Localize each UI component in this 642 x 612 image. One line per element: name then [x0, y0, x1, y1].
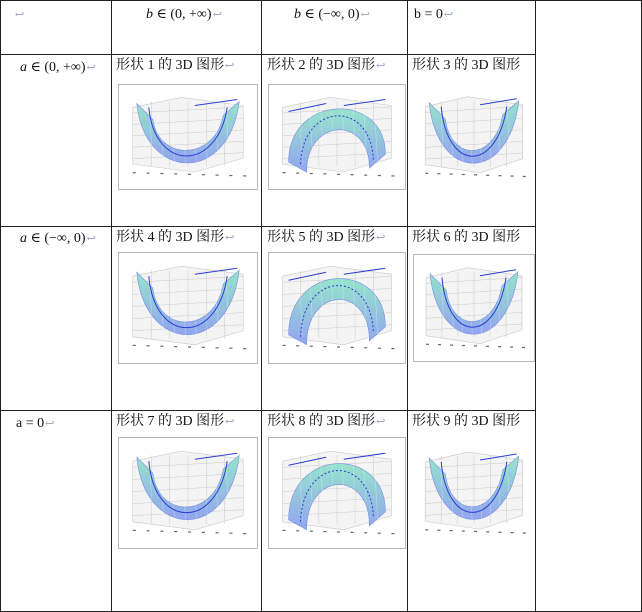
axis-tick	[337, 531, 340, 532]
axis-tick	[486, 531, 489, 532]
axis-tick	[310, 173, 313, 174]
table-border-col2	[261, 0, 262, 612]
paragraph-mark: ↩	[360, 9, 370, 21]
caption-text: 形状 2 的 3D 图形	[267, 58, 376, 73]
surface-plot-svg	[119, 85, 257, 189]
axis-tick	[133, 172, 136, 173]
axis-tick	[474, 174, 477, 175]
axis-tick	[174, 173, 177, 174]
axis-tick	[425, 529, 428, 530]
paragraph-mark: ↩	[376, 60, 386, 72]
table-border-top	[0, 0, 642, 1]
axis-tick	[174, 346, 177, 347]
shape-plot-8	[268, 437, 406, 549]
axis-tick	[147, 173, 150, 174]
axis-tick	[296, 345, 299, 346]
axis-tick	[450, 344, 453, 345]
axis-tick	[462, 345, 465, 346]
axis-tick	[426, 344, 429, 345]
axis-tick	[337, 174, 340, 175]
shape-plot-3	[413, 84, 535, 190]
paragraph-mark: ↩	[225, 60, 235, 72]
shape-caption-3	[412, 57, 534, 75]
axis-tick	[216, 532, 219, 533]
shape-caption-4	[116, 229, 234, 247]
paragraph-mark: ↩	[443, 9, 454, 21]
axis-tick	[133, 530, 136, 531]
axis-tick	[188, 531, 191, 532]
shape-caption-5	[267, 229, 385, 247]
table-border-col1	[111, 0, 112, 612]
axis-tick	[391, 533, 394, 534]
shape-plot-5	[268, 252, 406, 364]
paragraph-mark: ↩	[225, 232, 235, 244]
paragraph-mark: ↩	[15, 9, 25, 21]
paragraph-mark: ↩	[212, 9, 222, 21]
paragraph-mark: ↩	[86, 233, 96, 245]
shape-caption-1	[116, 57, 234, 75]
shape-plot-2	[268, 84, 406, 190]
shape-plot-7	[118, 437, 258, 549]
axis-tick	[425, 173, 428, 174]
axis-tick	[243, 348, 246, 349]
axis-tick	[523, 532, 526, 533]
axis-tick	[296, 530, 299, 531]
header-col-b-zero	[414, 6, 453, 24]
shape-plot-9	[413, 439, 535, 547]
paragraph-mark: ↩	[376, 416, 386, 428]
table-border-col3	[407, 0, 408, 612]
axis-tick	[364, 347, 367, 348]
axis-tick	[202, 532, 205, 533]
axis-tick	[296, 173, 299, 174]
header-col1-range: ∈ (0, +∞)	[153, 7, 212, 22]
axis-tick	[283, 172, 286, 173]
shape-caption-8	[267, 413, 385, 431]
axis-tick	[391, 348, 394, 349]
shape-caption-7	[116, 413, 234, 431]
paragraph-mark: ↩	[86, 62, 96, 74]
axis-tick	[351, 347, 354, 348]
caption-text: 形状 8 的 3D 图形	[267, 414, 376, 429]
axis-tick	[147, 530, 150, 531]
axis-tick	[462, 530, 465, 531]
caption-text: 形状 3 的 3D 图形	[412, 58, 521, 73]
axis-tick	[378, 348, 381, 349]
axis-tick	[364, 532, 367, 533]
axis-tick	[486, 175, 489, 176]
axis-tick	[160, 173, 163, 174]
header-col1-var: b	[146, 7, 153, 22]
axis-tick	[510, 346, 513, 347]
axis-tick	[523, 176, 526, 177]
caption-text: 形状 1 的 3D 图形	[116, 58, 225, 73]
axis-tick	[391, 175, 394, 176]
axis-tick	[511, 532, 514, 533]
shape-plot-6	[413, 254, 535, 362]
row2-range: ∈ (−∞, 0)	[27, 231, 86, 246]
table-border-row2	[0, 226, 536, 227]
axis-tick	[450, 530, 453, 531]
axis-tick	[229, 533, 232, 534]
shape-plot-4	[118, 252, 258, 364]
axis-tick	[323, 346, 326, 347]
axis-tick	[283, 345, 286, 346]
axis-tick	[378, 175, 381, 176]
paragraph-mark: ↩	[45, 418, 55, 430]
axis-tick	[283, 530, 286, 531]
surface-plot-svg	[414, 255, 534, 361]
surface-plot-svg	[413, 84, 535, 190]
axis-tick	[188, 346, 191, 347]
axis-tick	[323, 173, 326, 174]
axis-tick	[160, 531, 163, 532]
axis-tick	[310, 346, 313, 347]
axis-tick	[498, 175, 501, 176]
caption-text: 形状 9 的 3D 图形	[412, 414, 521, 429]
axis-tick	[160, 346, 163, 347]
caption-text: 形状 7 的 3D 图形	[116, 414, 225, 429]
header-corner-cell	[14, 6, 24, 24]
axis-tick	[202, 174, 205, 175]
axis-tick	[216, 347, 219, 348]
shape-caption-9	[412, 413, 534, 431]
surface-plot-svg	[269, 85, 405, 189]
axis-tick	[323, 531, 326, 532]
axis-tick	[310, 531, 313, 532]
row-label-a-zero	[16, 415, 54, 433]
surface-plot-svg	[269, 438, 405, 548]
axis-tick	[351, 174, 354, 175]
shape-plot-1	[118, 84, 258, 190]
axis-tick	[147, 345, 150, 346]
surface-plot-svg	[119, 438, 257, 548]
axis-tick	[337, 346, 340, 347]
header-col-b-positive	[146, 6, 222, 24]
axis-tick	[229, 348, 232, 349]
paragraph-mark: ↩	[225, 416, 235, 428]
axis-tick	[378, 533, 381, 534]
axis-tick	[450, 173, 453, 174]
caption-text: 形状 6 的 3D 图形	[412, 230, 521, 245]
table-border-row3	[0, 410, 536, 411]
axis-tick	[351, 532, 354, 533]
table-border-right	[535, 0, 536, 612]
axis-tick	[462, 174, 465, 175]
axis-tick	[243, 533, 246, 534]
row2-var: a	[20, 231, 27, 246]
header-col2-var: b	[294, 7, 301, 22]
axis-tick	[229, 175, 232, 176]
row3-text: a = 0	[16, 416, 45, 431]
table-border-left	[0, 0, 1, 612]
header-col2-range: ∈ (−∞, 0)	[301, 7, 360, 22]
axis-tick	[202, 347, 205, 348]
axis-tick	[243, 175, 246, 176]
caption-text: 形状 4 的 3D 图形	[116, 230, 225, 245]
shape-caption-6	[412, 229, 534, 247]
row1-range: ∈ (0, +∞)	[27, 60, 86, 75]
caption-text: 形状 5 的 3D 图形	[267, 230, 376, 245]
axis-tick	[188, 174, 191, 175]
axis-tick	[216, 175, 219, 176]
axis-tick	[511, 175, 514, 176]
surface-plot-svg	[119, 253, 257, 363]
axis-tick	[437, 173, 440, 174]
paragraph-mark: ↩	[376, 232, 386, 244]
axis-tick	[133, 345, 136, 346]
surface-plot-svg	[269, 253, 405, 363]
shape-caption-2	[267, 57, 385, 75]
axis-tick	[474, 531, 477, 532]
surface-plot-svg	[413, 439, 535, 547]
row1-var: a	[20, 60, 27, 75]
axis-tick	[438, 344, 441, 345]
axis-tick	[364, 175, 367, 176]
axis-tick	[486, 346, 489, 347]
axis-tick	[498, 346, 501, 347]
row-label-a-positive	[20, 59, 96, 77]
table-border-row1	[0, 54, 536, 55]
axis-tick	[174, 531, 177, 532]
row-label-a-negative	[20, 230, 96, 248]
axis-tick	[498, 532, 501, 533]
axis-tick	[437, 530, 440, 531]
header-col3-text: b = 0	[414, 7, 443, 22]
header-col-b-negative	[294, 6, 370, 24]
axis-tick	[522, 347, 525, 348]
axis-tick	[474, 345, 477, 346]
